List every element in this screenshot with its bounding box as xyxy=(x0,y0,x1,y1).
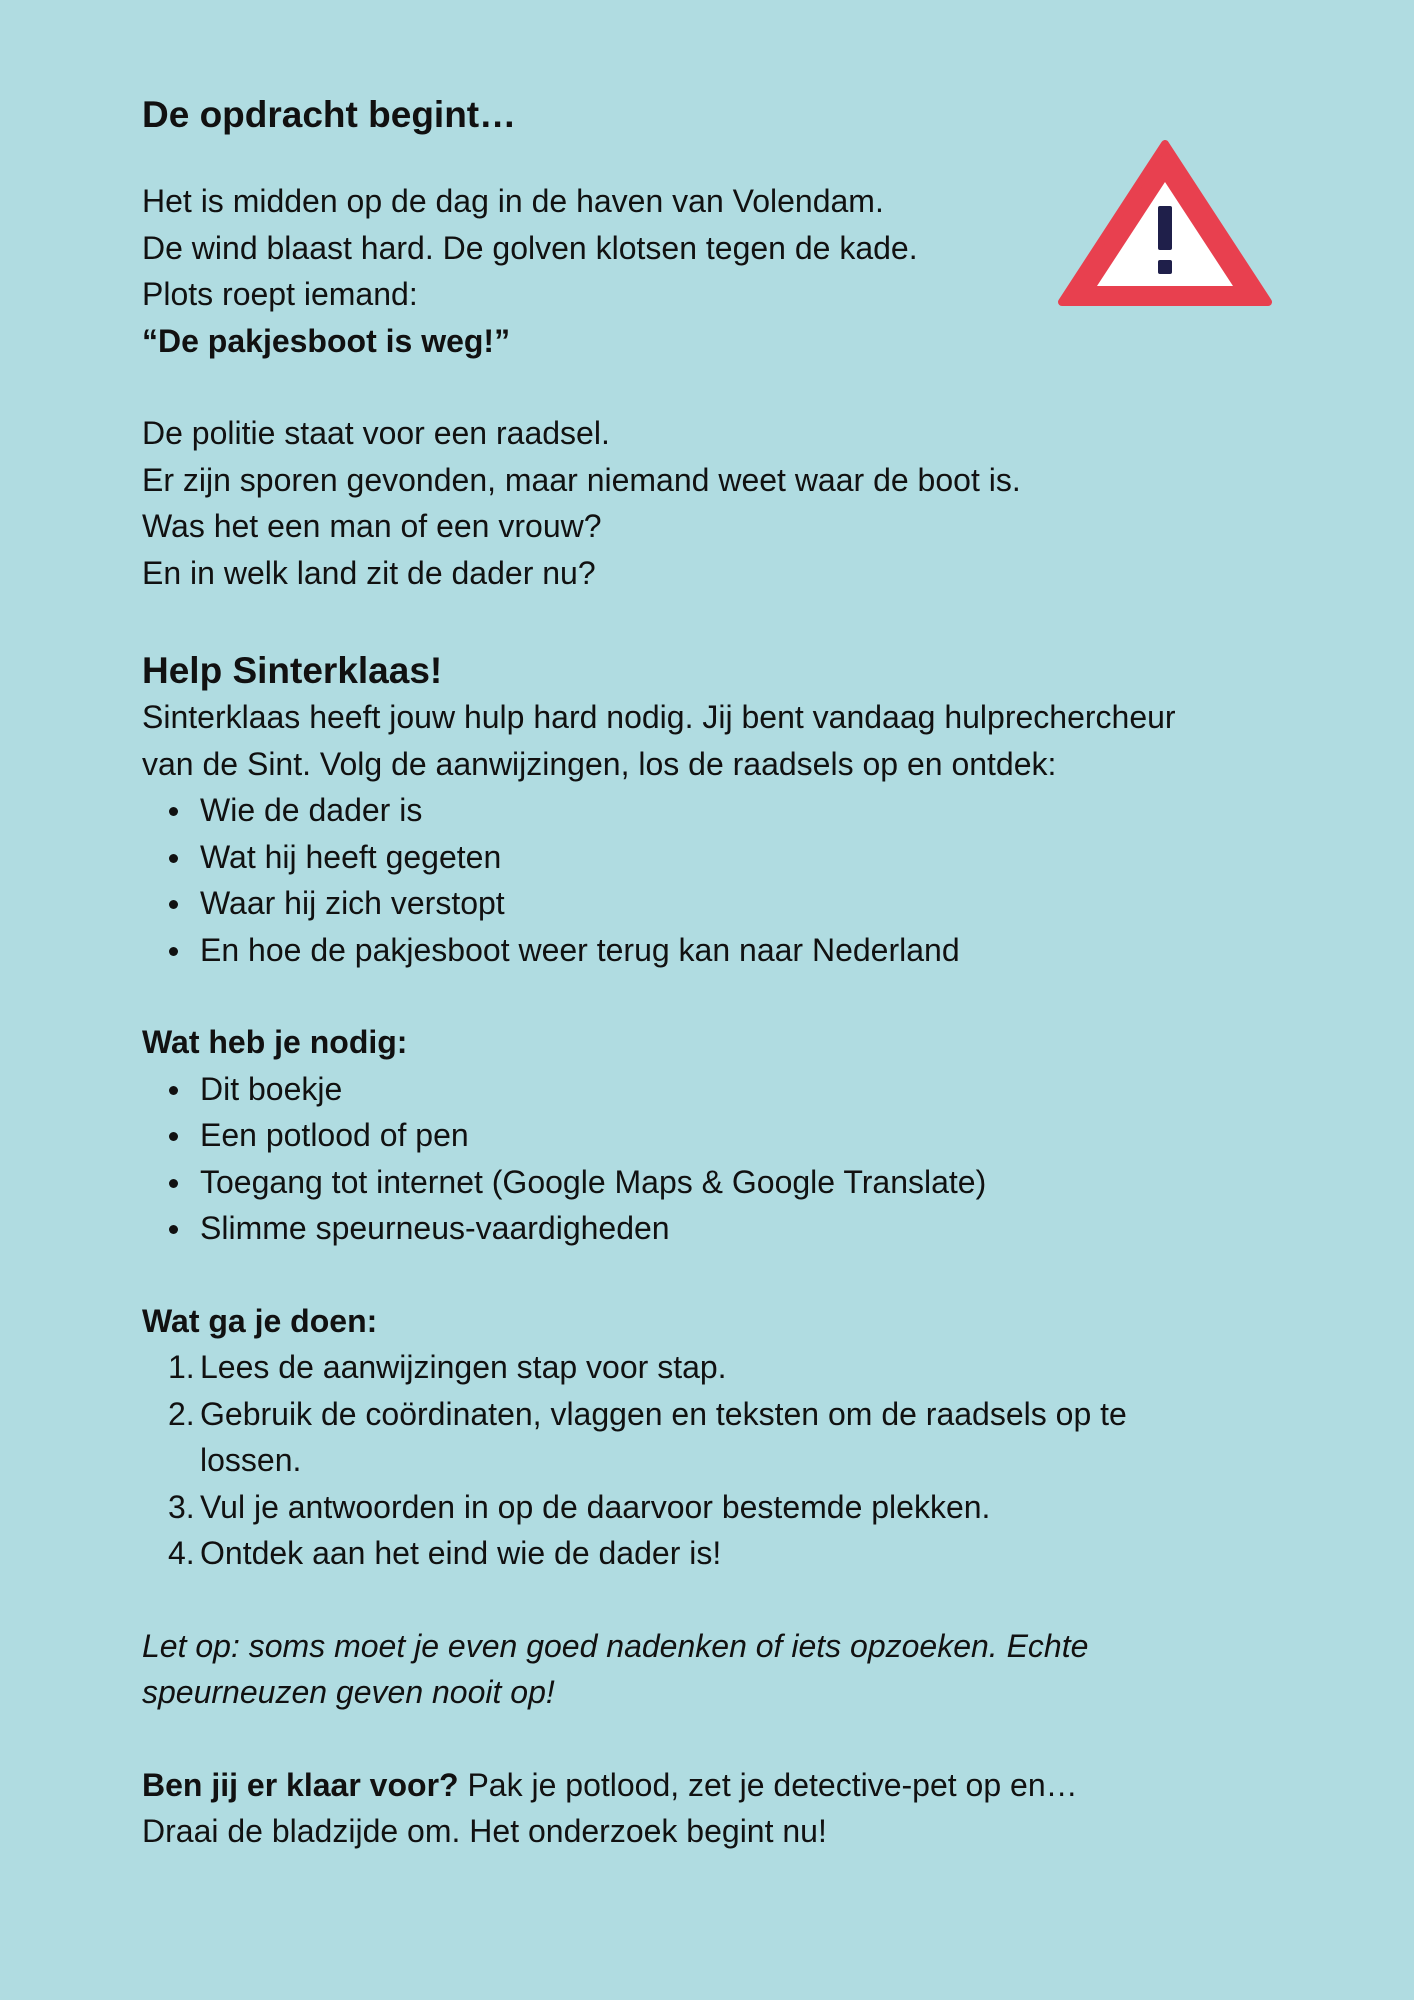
list-item: En hoe de pakjesboot weer terug kan naar Nederland xyxy=(142,927,1272,974)
closing-question: Ben jij er klaar voor? xyxy=(142,1766,459,1803)
step-text: Ontdek aan het eind wie de dader is! xyxy=(200,1535,722,1571)
list-item: Wie de dader is xyxy=(142,787,1272,834)
note-text: speurneuzen geven nooit op! xyxy=(142,1674,555,1710)
intro-title: De opdracht begint… xyxy=(142,94,517,135)
step-number: 3. xyxy=(168,1488,195,1525)
step-text: Gebruik de coördinaten, vlaggen en teksten om de raadsels op te xyxy=(200,1395,1127,1432)
help-text: Sinterklaas heeft jouw hulp hard nodig. Jij bent vandaag hulprechercheur xyxy=(142,699,1176,735)
needs-list xyxy=(142,1066,1272,1252)
list-item xyxy=(142,1484,1272,1531)
step-number: 1. xyxy=(168,1349,195,1385)
needs-title: Wat heb je nodig: xyxy=(142,1024,408,1060)
step-number: 4. xyxy=(168,1535,195,1571)
help-list xyxy=(142,787,1272,973)
todo-title: Wat ga je doen: xyxy=(142,1302,378,1339)
page-content xyxy=(142,92,1272,1855)
mystery-line: En in welk land zit de dader nu? xyxy=(142,554,596,591)
mystery-line: Er zijn sporen gevonden, maar niemand weet waar de boot is. xyxy=(142,461,1021,498)
intro-exclamation: “De pakjesboot is weg!” xyxy=(142,322,511,359)
closing-line xyxy=(142,1762,1272,1809)
list-item xyxy=(142,1344,1272,1391)
list-item: Een potlood of pen xyxy=(142,1112,1272,1159)
list-item: Waar hij zich verstopt xyxy=(142,880,1272,927)
intro-line: De wind blaast hard. De golven klotsen tegen de kade. xyxy=(142,229,918,266)
intro-line: Plots roept iemand: xyxy=(142,276,418,312)
closing-rest: Pak je potlood, zet je detective-pet op en… xyxy=(458,1766,1078,1803)
step-text: lossen. xyxy=(200,1442,302,1478)
warning-triangle-icon xyxy=(1058,140,1272,310)
intro-line: Het is midden op de dag in de haven van Volendam. xyxy=(142,183,884,219)
note-text: Let op: soms moet je even goed nadenken of iets opzoeken. Echte xyxy=(142,1627,1089,1664)
list-item xyxy=(142,1391,1272,1484)
list-item xyxy=(142,1530,1272,1577)
todo-list xyxy=(142,1344,1272,1577)
mystery-line: Was het een man of een vrouw? xyxy=(142,508,602,544)
list-item: Dit boekje xyxy=(142,1066,1272,1113)
list-item: Slimme speurneus-vaardigheden xyxy=(142,1205,1272,1252)
closing-line: Draai de bladzijde om. Het onderzoek begint nu! xyxy=(142,1813,827,1849)
step-text: Lees de aanwijzingen stap voor stap. xyxy=(200,1349,727,1385)
help-title: Help Sinterklaas! xyxy=(142,650,443,691)
step-number: 2. xyxy=(168,1395,195,1432)
list-item: Wat hij heeft gegeten xyxy=(142,834,1272,881)
step-text: Vul je antwoorden in op de daarvoor bestemde plekken. xyxy=(200,1488,991,1525)
list-item: Toegang tot internet (Google Maps & Google Translate) xyxy=(142,1159,1272,1206)
mystery-line: De politie staat voor een raadsel. xyxy=(142,415,610,451)
help-text: van de Sint. Volg de aanwijzingen, los de raadsels op en ontdek: xyxy=(142,745,1057,782)
